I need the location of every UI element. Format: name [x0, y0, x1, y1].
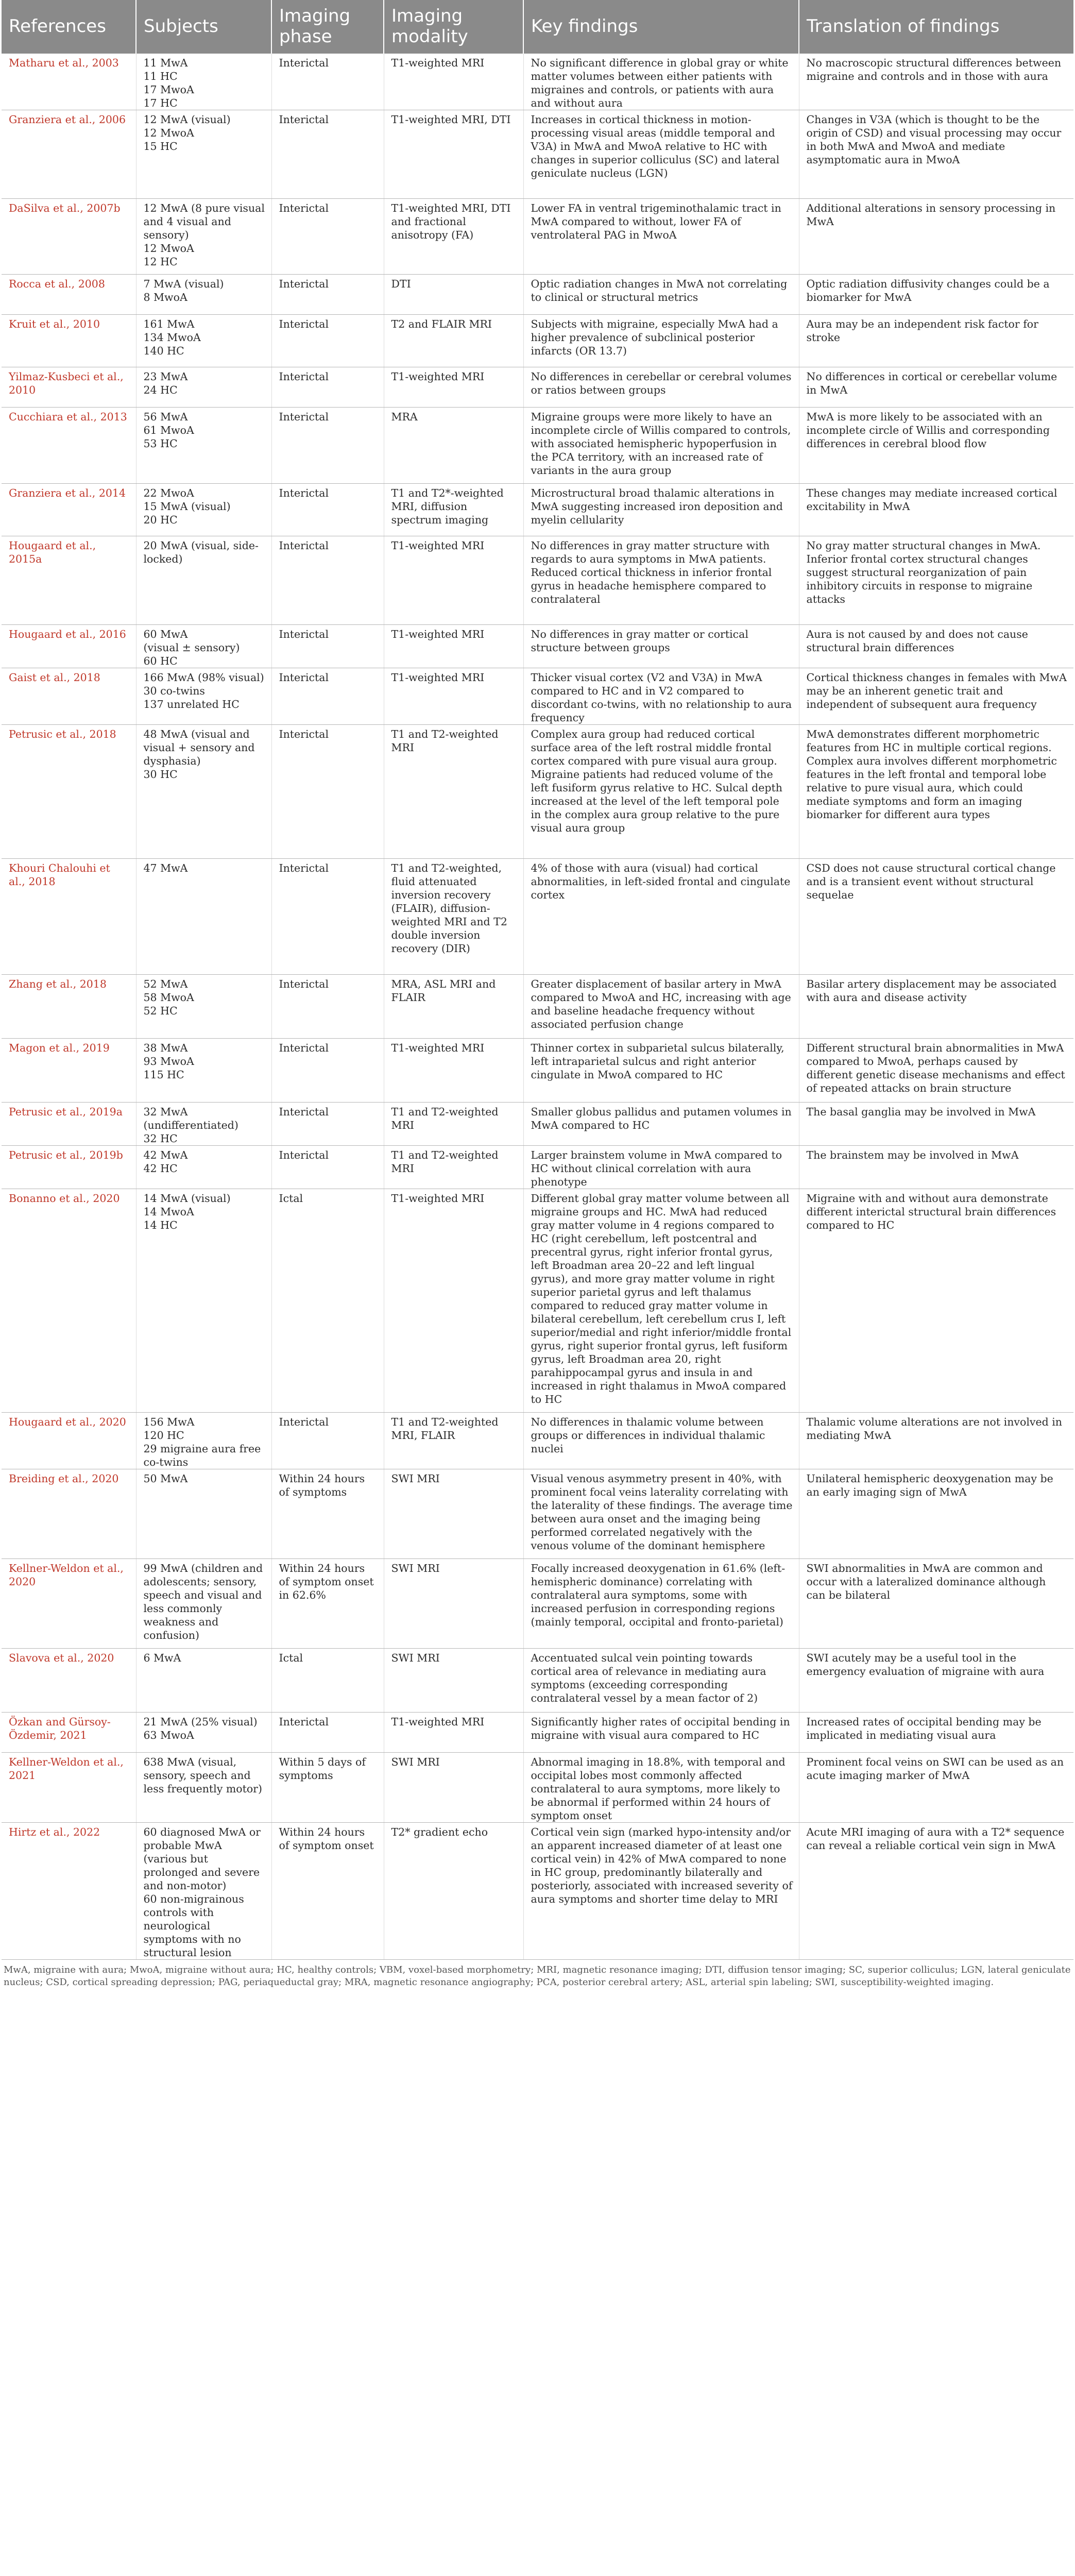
ref-cell[interactable]: Hougaard et al., 2015a	[2, 536, 136, 625]
table-row	[2, 110, 1073, 199]
modality-cell: T1 and T2-weighted MRI	[384, 1146, 523, 1189]
ref-cell[interactable]: Cucchiara et al., 2013	[2, 408, 136, 484]
ref-cell[interactable]: Yilmaz-Kusbeci et al., 2010	[2, 367, 136, 408]
translation-cell: Acute MRI imaging of aura with a T2* sequence can reveal a reliable cortical vein sign in MwA	[799, 1823, 1073, 1960]
ref-cell[interactable]: Petrusic et al., 2018	[2, 725, 136, 859]
modality-cell: T2* gradient echo	[384, 1823, 523, 1960]
phase-cell: Interictal	[271, 54, 384, 110]
findings-cell: No differences in gray matter or cortical structure between groups	[523, 625, 799, 668]
table-row	[2, 484, 1073, 536]
subjects-cell: 166 MwA (98% visual) 30 co-twins 137 unrelated HC	[136, 668, 271, 725]
subjects-cell: 99 MwA (children and adolescents; sensory, speech and visual and less commonly weakness and confusion)	[136, 1559, 271, 1649]
table-row	[2, 859, 1073, 975]
translation-cell: Thalamic volume alterations are not involved in mediating MwA	[799, 1413, 1073, 1469]
subjects-cell: 638 MwA (visual, sensory, speech and less frequently motor)	[136, 1753, 271, 1823]
table-body	[2, 54, 1073, 1960]
subjects-cell: 50 MwA	[136, 1469, 271, 1559]
table-row	[2, 1713, 1073, 1753]
ref-cell[interactable]: Zhang et al., 2018	[2, 975, 136, 1039]
findings-cell: Significantly higher rates of occipital bending in migraine with visual aura compared to HC	[523, 1713, 799, 1753]
translation-cell: SWI abnormalities in MwA are common and occur with a lateralized dominance although can be bilateral	[799, 1559, 1073, 1649]
ref-cell[interactable]: Petrusic et al., 2019b	[2, 1146, 136, 1189]
translation-cell: These changes may mediate increased cortical excitability in MwA	[799, 484, 1073, 536]
phase-cell: Interictal	[271, 1103, 384, 1146]
table-row	[2, 1823, 1073, 1960]
translation-cell: Aura may be an independent risk factor for stroke	[799, 315, 1073, 367]
findings-cell: No differences in thalamic volume between groups or differences in individual thalamic nuclei	[523, 1413, 799, 1469]
phase-cell: Within 24 hours of symptoms	[271, 1469, 384, 1559]
subjects-cell: 60 MwA (visual ± sensory) 60 HC	[136, 625, 271, 668]
ref-cell[interactable]: Kruit et al., 2010	[2, 315, 136, 367]
header-imaging-modality: Imaging modality	[384, 0, 523, 54]
subjects-cell: 52 MwA 58 MwoA 52 HC	[136, 975, 271, 1039]
ref-cell[interactable]: Granziera et al., 2014	[2, 484, 136, 536]
table-footnote: MwA, migraine with aura; MwoA, migraine without aura; HC, healthy controls; VBM, voxel-based morphometry; MRI, magnetic resonance imaging; DTI, diffusion tensor imaging; SC, superior colliculus; LGN, lateral geniculate nucleus; CSD, cortical spreading depression; PAG, periaqueductal gray; MRA, magnetic resonance angiography; PCA, posterior cerebral artery; ASL, arterial spin labeling; SWI, susceptibility-weighted imaging.	[4, 1964, 1071, 1988]
translation-cell: SWI acutely may be a useful tool in the emergency evaluation of migraine with aura	[799, 1649, 1073, 1713]
modality-cell: T1-weighted MRI	[384, 54, 523, 110]
translation-cell: Migraine with and without aura demonstrate different interictal structural brain differences compared to HC	[799, 1189, 1073, 1413]
modality-cell: T1 and T2-weighted MRI, FLAIR	[384, 1413, 523, 1469]
table-row	[2, 668, 1073, 725]
modality-cell: T1-weighted MRI, DTI and fractional anisotropy (FA)	[384, 199, 523, 275]
findings-cell: Migraine groups were more likely to have an incomplete circle of Willis compared to controls, with associated hemispheric hypoperfusion in the PCA territory, with an increased rate of variants in the aura group	[523, 408, 799, 484]
modality-cell: T1 and T2-weighted, fluid attenuated inversion recovery (FLAIR), diffusion-weighted MRI and T2 double inversion recovery (DIR)	[384, 859, 523, 975]
subjects-cell: 60 diagnosed MwA or probable MwA (various but prolonged and severe and non-motor) 60 non-migrainous controls with neurological symptoms with no structural lesion	[136, 1823, 271, 1960]
modality-cell: DTI	[384, 275, 523, 315]
phase-cell: Within 24 hours of symptom onset	[271, 1823, 384, 1960]
ref-cell[interactable]: Granziera et al., 2006	[2, 110, 136, 199]
findings-cell: Thinner cortex in subparietal sulcus bilaterally, left intraparietal sulcus and right anterior cingulate in MwoA compared to HC	[523, 1039, 799, 1103]
phase-cell: Ictal	[271, 1189, 384, 1413]
phase-cell: Interictal	[271, 725, 384, 859]
findings-cell: No differences in gray matter structure with regards to aura symptoms in MwA patients. Reduced cortical thickness in inferior frontal gyrus in headache hemisphere compared to contralateral	[523, 536, 799, 625]
translation-cell: No gray matter structural changes in MwA. Inferior frontal cortex structural changes suggest structural reorganization of pain inhibitory circuits in response to migraine attacks	[799, 536, 1073, 625]
table-row	[2, 367, 1073, 408]
subjects-cell: 7 MwA (visual) 8 MwoA	[136, 275, 271, 315]
modality-cell: T1-weighted MRI	[384, 1189, 523, 1413]
translation-cell: Unilateral hemispheric deoxygenation may be an early imaging sign of MwA	[799, 1469, 1073, 1559]
findings-cell: Subjects with migraine, especially MwA had a higher prevalence of subclinical posterior infarcts (OR 13.7)	[523, 315, 799, 367]
header-translation: Translation of findings	[799, 0, 1073, 54]
findings-cell: Accentuated sulcal vein pointing towards cortical area of relevance in mediating aura symptoms (exceeding corresponding contralateral vessel by a mean factor of 2)	[523, 1649, 799, 1713]
ref-cell[interactable]: Magon et al., 2019	[2, 1039, 136, 1103]
ref-cell[interactable]: Kellner-Weldon et al., 2021	[2, 1753, 136, 1823]
phase-cell: Interictal	[271, 275, 384, 315]
ref-cell[interactable]: Hougaard et al., 2020	[2, 1413, 136, 1469]
ref-cell[interactable]: Petrusic et al., 2019a	[2, 1103, 136, 1146]
translation-cell: The basal ganglia may be involved in MwA	[799, 1103, 1073, 1146]
table-row	[2, 1469, 1073, 1559]
ref-cell[interactable]: Khouri Chalouhi et al., 2018	[2, 859, 136, 975]
header-row	[2, 0, 1073, 54]
modality-cell: MRA, ASL MRI and FLAIR	[384, 975, 523, 1039]
translation-cell: Cortical thickness changes in females with MwA may be an inherent genetic trait and independent of subsequent aura frequency	[799, 668, 1073, 725]
translation-cell: Increased rates of occipital bending may be implicated in mediating visual aura	[799, 1713, 1073, 1753]
table-row	[2, 1753, 1073, 1823]
table-row	[2, 315, 1073, 367]
modality-cell: T1-weighted MRI	[384, 536, 523, 625]
ref-cell[interactable]: Matharu et al., 2003	[2, 54, 136, 110]
modality-cell: T1-weighted MRI	[384, 668, 523, 725]
subjects-cell: 23 MwA 24 HC	[136, 367, 271, 408]
phase-cell: Ictal	[271, 1649, 384, 1713]
phase-cell: Interictal	[271, 367, 384, 408]
phase-cell: Interictal	[271, 1413, 384, 1469]
translation-cell: Different structural brain abnormalities in MwA compared to MwoA, perhaps caused by different genetic disease mechanisms and effect of repeated attacks on brain structure	[799, 1039, 1073, 1103]
phase-cell: Interictal	[271, 1039, 384, 1103]
modality-cell: T1 and T2-weighted MRI	[384, 1103, 523, 1146]
modality-cell: SWI MRI	[384, 1649, 523, 1713]
phase-cell: Within 24 hours of symptom onset in 62.6%	[271, 1559, 384, 1649]
translation-cell: No differences in cortical or cerebellar volume in MwA	[799, 367, 1073, 408]
table-row	[2, 725, 1073, 859]
phase-cell: Interictal	[271, 199, 384, 275]
findings-cell: Microstructural broad thalamic alterations in MwA suggesting increased iron deposition and myelin cellularity	[523, 484, 799, 536]
findings-cell: Different global gray matter volume between all migraine groups and HC. MwA had reduced gray matter volume in 4 regions compared to HC (right cerebellum, left postcentral and precentral gyrus, right inferior frontal gyrus, left Broadman area 20–22 and left lingual gyrus), and more gray matter volume in right superior parietal gyrus and left thalamus compared to reduced gray matter volume in bilateral cerebellum, left cerebellum crus I, left superior/medial and right inferior/middle frontal gyrus, right superior frontal gyrus, left fusiform gyrus, left Broadman area 20, right parahippocampal gyrus and insula in and increased in right thalamus in MwoA compared to HC	[523, 1189, 799, 1413]
phase-cell: Interictal	[271, 859, 384, 975]
findings-cell: Visual venous asymmetry present in 40%, with prominent focal veins laterality correlating with the laterality of these findings. The average time between aura onset and the imaging being performed correlated negatively with the venous volume of the dominant hemisphere	[523, 1469, 799, 1559]
subjects-cell: 14 MwA (visual) 14 MwoA 14 HC	[136, 1189, 271, 1413]
modality-cell: T1-weighted MRI	[384, 367, 523, 408]
findings-cell: Complex aura group had reduced cortical surface area of the left rostral middle frontal cortex compared with pure visual aura group. Migraine patients had reduced volume of the left fusiform gyrus relative to HC. Sulcal depth increased at the level of the left temporal pole in the complex aura group relative to the pure visual aura group	[523, 725, 799, 859]
modality-cell: T1 and T2-weighted MRI	[384, 725, 523, 859]
findings-cell: Optic radiation changes in MwA not correlating to clinical or structural metrics	[523, 275, 799, 315]
subjects-cell: 32 MwA (undifferentiated) 32 HC	[136, 1103, 271, 1146]
subjects-cell: 6 MwA	[136, 1649, 271, 1713]
ref-cell[interactable]: Hougaard et al., 2016	[2, 625, 136, 668]
translation-cell: Basilar artery displacement may be associated with aura and disease activity	[799, 975, 1073, 1039]
ref-cell[interactable]: Özkan and Gürsoy-Özdemir, 2021	[2, 1713, 136, 1753]
findings-cell: Thicker visual cortex (V2 and V3A) in MwA compared to HC and in V2 compared to discordant co-twins, with no relationship to aura frequency	[523, 668, 799, 725]
table-row	[2, 1103, 1073, 1146]
subjects-cell: 12 MwA (8 pure visual and 4 visual and sensory) 12 MwoA 12 HC	[136, 199, 271, 275]
phase-cell: Interictal	[271, 1713, 384, 1753]
translation-cell: Additional alterations in sensory processing in MwA	[799, 199, 1073, 275]
ref-cell[interactable]: Gaist et al., 2018	[2, 668, 136, 725]
modality-cell: SWI MRI	[384, 1753, 523, 1823]
modality-cell: SWI MRI	[384, 1469, 523, 1559]
phase-cell: Interictal	[271, 625, 384, 668]
phase-cell: Within 5 days of symptoms	[271, 1753, 384, 1823]
table-row	[2, 1413, 1073, 1469]
findings-cell: Greater displacement of basilar artery in MwA compared to MwoA and HC, increasing with age and baseline headache frequency without associated perfusion change	[523, 975, 799, 1039]
modality-cell: T1-weighted MRI, DTI	[384, 110, 523, 199]
subjects-cell: 42 MwA 42 HC	[136, 1146, 271, 1189]
table-row	[2, 625, 1073, 668]
findings-cell: Increases in cortical thickness in motion-processing visual areas (middle temporal and V3A) in MwA and MwoA relative to HC with changes in superior colliculus (SC) and lateral geniculate nucleus (LGN)	[523, 110, 799, 199]
modality-cell: SWI MRI	[384, 1559, 523, 1649]
table-row	[2, 275, 1073, 315]
findings-cell: No differences in cerebellar or cerebral volumes or ratios between groups	[523, 367, 799, 408]
modality-cell: T2 and FLAIR MRI	[384, 315, 523, 367]
translation-cell: Aura is not caused by and does not cause structural brain differences	[799, 625, 1073, 668]
phase-cell: Interictal	[271, 315, 384, 367]
header-key-findings: Key findings	[523, 0, 799, 54]
table-row	[2, 408, 1073, 484]
findings-cell: Lower FA in ventral trigeminothalamic tract in MwA compared to without, lower FA of ventrolateral PAG in MwoA	[523, 199, 799, 275]
ref-cell[interactable]: Slavova et al., 2020	[2, 1649, 136, 1713]
ref-cell[interactable]: Rocca et al., 2008	[2, 275, 136, 315]
modality-cell: T1-weighted MRI	[384, 1713, 523, 1753]
table-row	[2, 1559, 1073, 1649]
ref-cell[interactable]: DaSilva et al., 2007b	[2, 199, 136, 275]
findings-cell: No significant difference in global gray or white matter volumes between either patients with migraines and controls, or patients with aura and without aura	[523, 54, 799, 110]
table-row	[2, 1189, 1073, 1413]
subjects-cell: 22 MwoA 15 MwA (visual) 20 HC	[136, 484, 271, 536]
phase-cell: Interictal	[271, 975, 384, 1039]
phase-cell: Interictal	[271, 536, 384, 625]
table-row	[2, 199, 1073, 275]
subjects-cell: 38 MwA 93 MwoA 115 HC	[136, 1039, 271, 1103]
subjects-cell: 156 MwA 120 HC 29 migraine aura free co-twins	[136, 1413, 271, 1469]
findings-cell: Larger brainstem volume in MwA compared to HC without clinical correlation with aura phenotype	[523, 1146, 799, 1189]
phase-cell: Interictal	[271, 110, 384, 199]
translation-cell: CSD does not cause structural cortical change and is a transient event without structural sequelae	[799, 859, 1073, 975]
subjects-cell: 161 MwA 134 MwoA 140 HC	[136, 315, 271, 367]
translation-cell: No macroscopic structural differences between migraine and controls and in those with aura	[799, 54, 1073, 110]
findings-cell: Focally increased deoxygenation in 61.6% (left- hemispheric dominance) correlating with contralateral aura symptoms, some with increased perfusion in corresponding regions (mainly temporal, occipital and fronto-parietal)	[523, 1559, 799, 1649]
subjects-cell: 11 MwA 11 HC 17 MwoA 17 HC	[136, 54, 271, 110]
phase-cell: Interictal	[271, 668, 384, 725]
translation-cell: The brainstem may be involved in MwA	[799, 1146, 1073, 1189]
ref-cell[interactable]: Hirtz et al., 2022	[2, 1823, 136, 1960]
ref-cell[interactable]: Kellner-Weldon et al., 2020	[2, 1559, 136, 1649]
findings-cell: Smaller globus pallidus and putamen volumes in MwA compared to HC	[523, 1103, 799, 1146]
table-row	[2, 536, 1073, 625]
table-row	[2, 1039, 1073, 1103]
modality-cell: T1-weighted MRI	[384, 1039, 523, 1103]
phase-cell: Interictal	[271, 408, 384, 484]
subjects-cell: 21 MwA (25% visual) 63 MwoA	[136, 1713, 271, 1753]
subjects-cell: 20 MwA (visual, side-locked)	[136, 536, 271, 625]
modality-cell: MRA	[384, 408, 523, 484]
findings-cell: 4% of those with aura (visual) had cortical abnormalities, in left-sided frontal and cingulate cortex	[523, 859, 799, 975]
findings-table	[2, 0, 1073, 1960]
modality-cell: T1-weighted MRI	[384, 625, 523, 668]
table-row	[2, 975, 1073, 1039]
header-imaging-phase: Imaging phase	[271, 0, 384, 54]
subjects-cell: 48 MwA (visual and visual + sensory and dysphasia) 30 HC	[136, 725, 271, 859]
ref-cell[interactable]: Breiding et al., 2020	[2, 1469, 136, 1559]
header-references: References	[2, 0, 136, 54]
modality-cell: T1 and T2*-weighted MRI, diffusion spectrum imaging	[384, 484, 523, 536]
table-row	[2, 1146, 1073, 1189]
translation-cell: Changes in V3A (which is thought to be the origin of CSD) and visual processing may occur in both MwA and MwoA and mediate asymptomatic aura in MwoA	[799, 110, 1073, 199]
translation-cell: Prominent focal veins on SWI can be used as an acute imaging marker of MwA	[799, 1753, 1073, 1823]
header-subjects: Subjects	[136, 0, 271, 54]
findings-cell: Abnormal imaging in 18.8%, with temporal and occipital lobes most commonly affected contralateral to aura symptoms, more likely to be abnormal if performed within 24 hours of symptom onset	[523, 1753, 799, 1823]
phase-cell: Interictal	[271, 484, 384, 536]
translation-cell: MwA demonstrates different morphometric features from HC in multiple cortical regions. Complex aura involves different morphometric features in the left frontal and temporal lobe relative to pure visual aura, which could mediate symptoms and form an imaging biomarker for different aura types	[799, 725, 1073, 859]
translation-cell: Optic radiation diffusivity changes could be a biomarker for MwA	[799, 275, 1073, 315]
subjects-cell: 47 MwA	[136, 859, 271, 975]
subjects-cell: 12 MwA (visual) 12 MwoA 15 HC	[136, 110, 271, 199]
ref-cell[interactable]: Bonanno et al., 2020	[2, 1189, 136, 1413]
findings-cell: Cortical vein sign (marked hypo-intensity and/or an apparent increased diameter of at least one cortical vein) in 42% of MwA compared to none in HC group, predominantly bilaterally and posteriorly, associated with increased severity of aura symptoms and shorter time delay to MRI	[523, 1823, 799, 1960]
table-row	[2, 54, 1073, 110]
table-row	[2, 1649, 1073, 1713]
phase-cell: Interictal	[271, 1146, 384, 1189]
translation-cell: MwA is more likely to be associated with an incomplete circle of Willis and corresponding differences in cerebral blood flow	[799, 408, 1073, 484]
subjects-cell: 56 MwA 61 MwoA 53 HC	[136, 408, 271, 484]
